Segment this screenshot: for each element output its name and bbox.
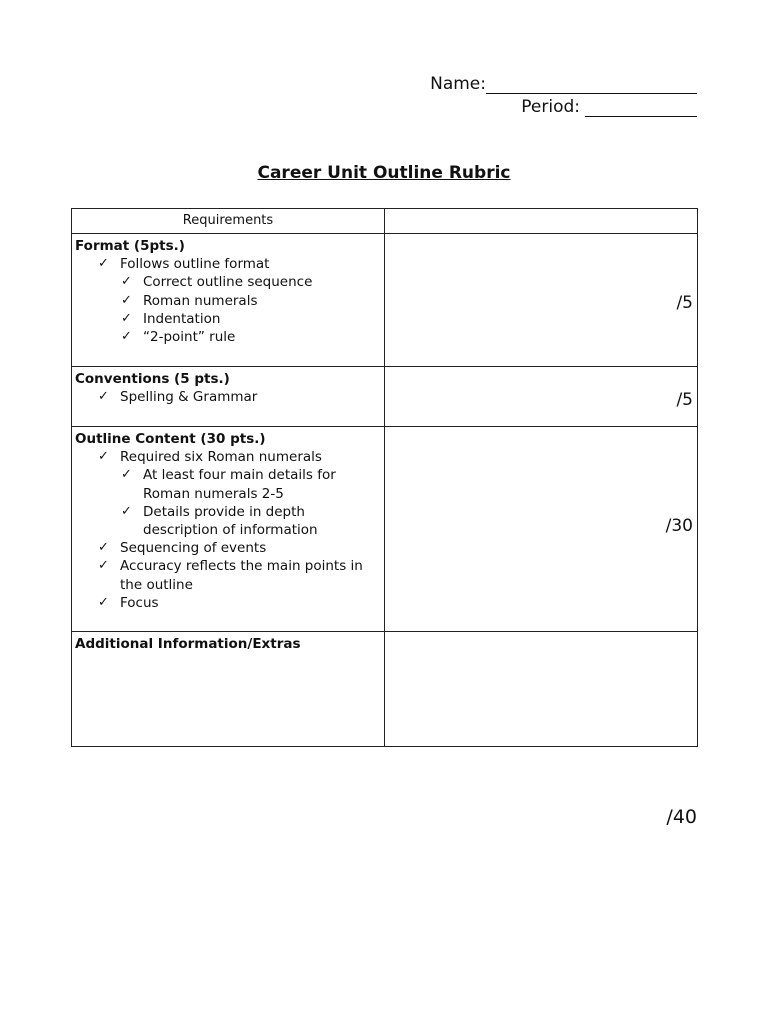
checklist-item <box>75 503 380 539</box>
rubric-table <box>71 208 698 747</box>
checklist-item-text: Details provide in depth description of information <box>143 503 318 539</box>
score-cell <box>385 234 698 367</box>
checkmark-icon: ✓ <box>98 594 109 610</box>
checklist-item <box>75 466 380 502</box>
checklist-item-text: Indentation <box>143 310 221 327</box>
checklist-item <box>75 255 380 273</box>
table-row <box>72 234 698 367</box>
score-format: /5 <box>676 293 693 313</box>
requirement-title: Additional Information/Extras <box>75 636 301 652</box>
checkmark-icon: ✓ <box>98 389 109 405</box>
checkmark-icon: ✓ <box>98 540 109 556</box>
checklist-item <box>75 328 380 346</box>
checkmark-icon: ✓ <box>98 558 109 574</box>
checklist-item-text: At least four main details for Roman numerals 2-5 <box>143 467 336 502</box>
checklist-item-text: Roman numerals <box>143 292 258 309</box>
table-row <box>72 367 698 427</box>
checklist-item-text: Follows outline format <box>120 256 270 273</box>
checkmark-icon: ✓ <box>121 310 132 326</box>
requirement-cell <box>72 234 385 367</box>
checklist-item <box>75 292 380 310</box>
name-line <box>430 74 697 94</box>
checkmark-icon: ✓ <box>121 329 132 345</box>
period-blank-field[interactable] <box>585 99 697 117</box>
checkmark-icon: ✓ <box>98 256 109 272</box>
table-header-row <box>72 209 698 234</box>
score-cell <box>385 632 698 747</box>
score-cell <box>385 367 698 427</box>
checkmark-icon: ✓ <box>121 292 132 308</box>
name-blank-field[interactable] <box>486 76 697 94</box>
score-content: /30 <box>665 516 693 536</box>
checklist-item <box>75 273 380 291</box>
requirement-title: Conventions (5 pts.) <box>75 371 230 387</box>
table-row <box>72 427 698 632</box>
checklist-item-text: Focus <box>120 594 159 611</box>
name-label: Name: <box>430 74 486 94</box>
requirements-header: Requirements <box>72 209 385 234</box>
checklist-item <box>75 539 380 557</box>
checklist-item <box>75 594 380 612</box>
total-score: /40 <box>666 806 697 828</box>
requirement-cell <box>72 427 385 632</box>
checklist-item-text: Sequencing of events <box>120 540 267 557</box>
checklist-item-text: “2-point” rule <box>143 329 236 346</box>
checklist-item-text: Accuracy reflects the main points in the outline <box>120 558 363 593</box>
checkmark-icon: ✓ <box>98 449 109 465</box>
checklist-item <box>75 310 380 328</box>
requirement-cell <box>72 632 385 747</box>
checklist-item <box>75 448 380 466</box>
checklist-item <box>75 557 380 593</box>
requirement-title: Outline Content (30 pts.) <box>75 431 266 447</box>
score-conventions: /5 <box>676 390 693 410</box>
checklist-item-text: Spelling & Grammar <box>120 389 258 406</box>
checkmark-icon: ✓ <box>121 467 132 483</box>
checkmark-icon: ✓ <box>121 503 132 519</box>
requirement-title: Format (5pts.) <box>75 238 185 254</box>
checklist-item-text: Required six Roman numerals <box>120 449 322 466</box>
requirement-cell <box>72 367 385 427</box>
checkmark-icon: ✓ <box>121 274 132 290</box>
checklist-item <box>75 388 380 406</box>
period-label: Period: <box>521 97 580 117</box>
period-line <box>521 97 697 117</box>
table-row <box>72 632 698 747</box>
score-cell <box>385 427 698 632</box>
checklist-item-text: Correct outline sequence <box>143 274 313 291</box>
score-header <box>385 209 698 234</box>
page-title: Career Unit Outline Rubric <box>257 163 511 183</box>
